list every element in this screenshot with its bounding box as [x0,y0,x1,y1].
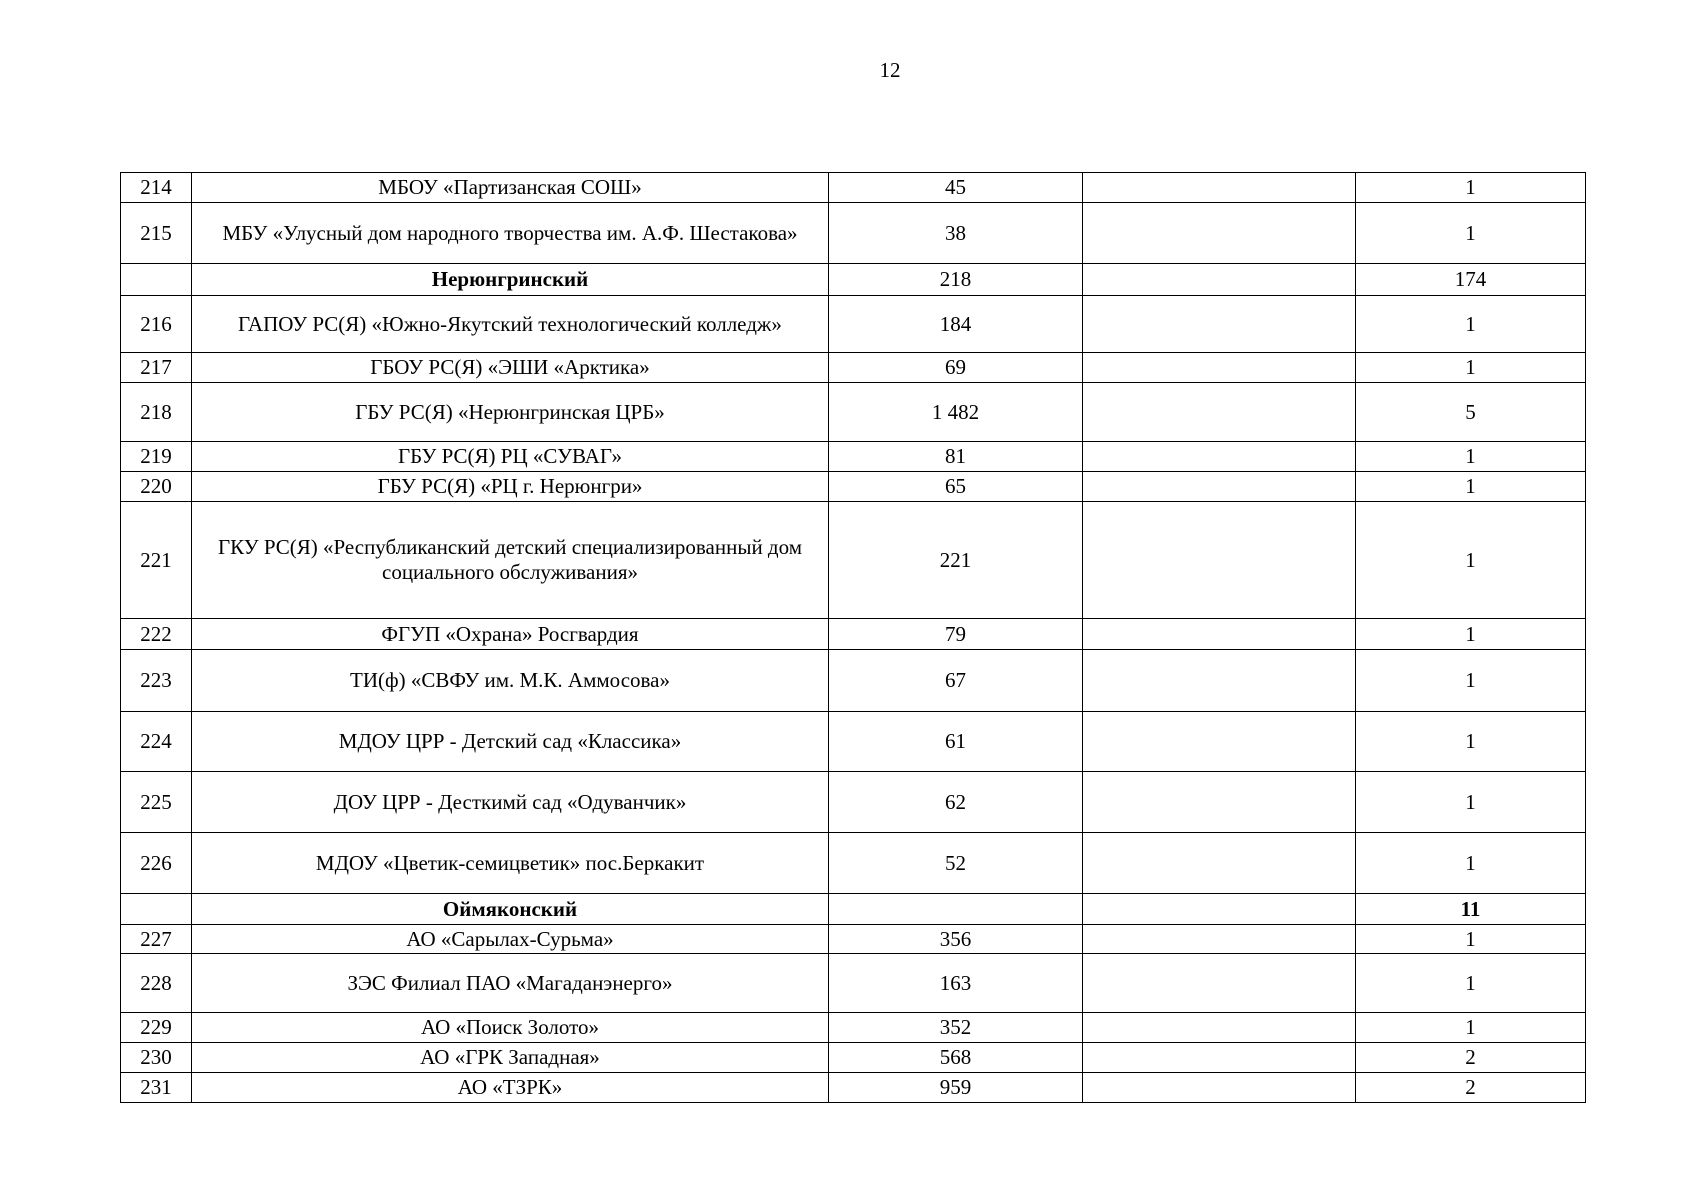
empty-cell [1083,954,1356,1013]
organizations-table [120,172,1586,1103]
total-count-cell: 568 [829,1043,1083,1073]
row-number-cell: 215 [121,203,192,264]
organization-name-cell: ДОУ ЦРР - Десткимй сад «Одуванчик» [192,772,829,833]
empty-cell [1083,203,1356,264]
table-row [121,619,1586,650]
organization-name-cell: ГБУ РС(Я) РЦ «СУВАГ» [192,442,829,472]
row-number-cell: 220 [121,472,192,502]
row-number-cell: 223 [121,650,192,712]
row-number-cell: 230 [121,1043,192,1073]
total-count-cell: 65 [829,472,1083,502]
table-row [121,1073,1586,1103]
organization-name-cell: ГБУ РС(Я) «РЦ г. Нерюнгри» [192,472,829,502]
row-number-cell: 228 [121,954,192,1013]
organization-name-cell: АО «ГРК Западная» [192,1043,829,1073]
organization-name-cell: АО «Поиск Золото» [192,1013,829,1043]
row-number-cell: 231 [121,1073,192,1103]
table-row [121,712,1586,772]
quota-cell: 1 [1356,619,1586,650]
row-number-cell: 217 [121,353,192,383]
table-row [121,502,1586,619]
total-count-cell: 81 [829,442,1083,472]
total-count-cell: 52 [829,833,1083,894]
quota-cell: 1 [1356,353,1586,383]
quota-cell: 1 [1356,650,1586,712]
total-count-cell: 45 [829,173,1083,203]
empty-cell [1083,383,1356,442]
empty-cell [1083,1013,1356,1043]
empty-cell [1083,502,1356,619]
total-count-cell: 1 482 [829,383,1083,442]
quota-cell: 1 [1356,772,1586,833]
row-number-cell [121,264,192,296]
table-row [121,833,1586,894]
row-number-cell: 222 [121,619,192,650]
table-row [121,173,1586,203]
organization-name-cell: МДОУ ЦРР - Детский сад «Классика» [192,712,829,772]
empty-cell [1083,772,1356,833]
total-count-cell: 959 [829,1073,1083,1103]
empty-cell [1083,833,1356,894]
empty-cell [1083,173,1356,203]
row-number-cell: 218 [121,383,192,442]
row-number-cell [121,894,192,925]
quota-cell: 1 [1356,203,1586,264]
table-row [121,772,1586,833]
organization-name-cell: ГБУ РС(Я) «Нерюнгринская ЦРБ» [192,383,829,442]
organization-name-cell: ФГУП «Охрана» Росгвардия [192,619,829,650]
empty-cell [1083,650,1356,712]
empty-cell [1083,264,1356,296]
row-number-cell: 229 [121,1013,192,1043]
total-count-cell: 356 [829,925,1083,954]
organization-name-cell: ГКУ РС(Я) «Республиканский детский специализированный дом социального обслуживания» [192,502,829,619]
organization-name-cell: Нерюнгринский [192,264,829,296]
empty-cell [1083,1073,1356,1103]
organization-name-cell: МДОУ «Цветик-семицветик» пос.Беркакит [192,833,829,894]
row-number-cell: 216 [121,296,192,353]
table-body [121,173,1586,1103]
quota-cell: 2 [1356,1043,1586,1073]
quota-cell: 1 [1356,296,1586,353]
table-row [121,954,1586,1013]
empty-cell [1083,442,1356,472]
empty-cell [1083,925,1356,954]
table-row [121,296,1586,353]
total-count-cell: 61 [829,712,1083,772]
quota-cell: 1 [1356,472,1586,502]
empty-cell [1083,472,1356,502]
organization-name-cell: ЗЭС Филиал ПАО «Магаданэнерго» [192,954,829,1013]
quota-cell: 11 [1356,894,1586,925]
total-count-cell: 79 [829,619,1083,650]
empty-cell [1083,712,1356,772]
quota-cell: 1 [1356,925,1586,954]
page-number: 12 [879,58,901,82]
table-row [121,472,1586,502]
total-count-cell: 62 [829,772,1083,833]
total-count-cell: 163 [829,954,1083,1013]
row-number-cell: 224 [121,712,192,772]
total-count-cell: 67 [829,650,1083,712]
row-number-cell: 219 [121,442,192,472]
total-count-cell: 38 [829,203,1083,264]
total-count-cell: 69 [829,353,1083,383]
row-number-cell: 227 [121,925,192,954]
empty-cell [1083,296,1356,353]
total-count-cell: 184 [829,296,1083,353]
organization-name-cell: ГБОУ РС(Я) «ЭШИ «Арктика» [192,353,829,383]
empty-cell [1083,1043,1356,1073]
table-row [121,383,1586,442]
quota-cell: 1 [1356,1013,1586,1043]
row-number-cell: 225 [121,772,192,833]
quota-cell: 1 [1356,502,1586,619]
district-row [121,264,1586,296]
total-count-cell: 221 [829,502,1083,619]
table-row [121,353,1586,383]
table-row [121,925,1586,954]
quota-cell: 1 [1356,833,1586,894]
table-row [121,442,1586,472]
total-count-cell: 352 [829,1013,1083,1043]
total-count-cell: 218 [829,264,1083,296]
organization-name-cell: ГАПОУ РС(Я) «Южно-Якутский технологический колледж» [192,296,829,353]
organization-name-cell: АО «Сарылах-Сурьма» [192,925,829,954]
organization-name-cell: МБОУ «Партизанская СОШ» [192,173,829,203]
district-row [121,894,1586,925]
total-count-cell [829,894,1083,925]
quota-cell: 1 [1356,173,1586,203]
quota-cell: 1 [1356,712,1586,772]
row-number-cell: 221 [121,502,192,619]
table-row [121,203,1586,264]
table-row [121,1013,1586,1043]
organization-name-cell: ТИ(ф) «СВФУ им. М.К. Аммосова» [192,650,829,712]
row-number-cell: 214 [121,173,192,203]
table-row [121,650,1586,712]
quota-cell: 174 [1356,264,1586,296]
row-number-cell: 226 [121,833,192,894]
empty-cell [1083,619,1356,650]
quota-cell: 1 [1356,954,1586,1013]
quota-cell: 1 [1356,442,1586,472]
organization-name-cell: АО «ТЗРК» [192,1073,829,1103]
table-row [121,1043,1586,1073]
organization-name-cell: Оймяконский [192,894,829,925]
empty-cell [1083,894,1356,925]
quota-cell: 2 [1356,1073,1586,1103]
quota-cell: 5 [1356,383,1586,442]
empty-cell [1083,353,1356,383]
organization-name-cell: МБУ «Улусный дом народного творчества им. А.Ф. Шестакова» [192,203,829,264]
